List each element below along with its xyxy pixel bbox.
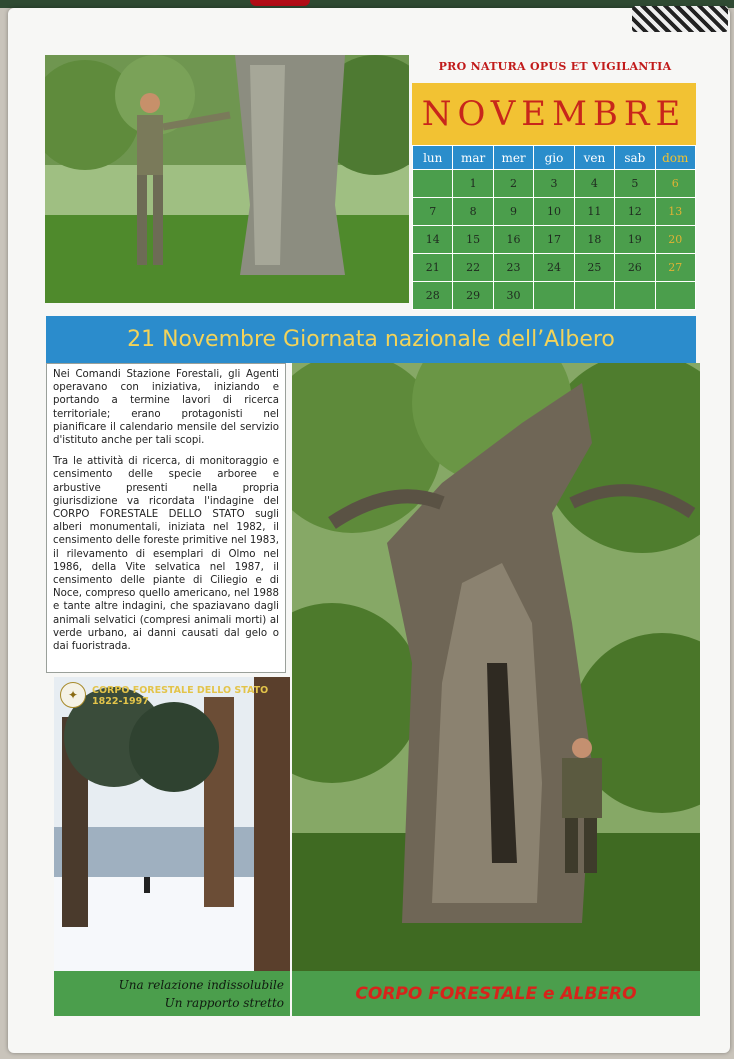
weekday-header: gio <box>534 146 574 170</box>
day-cell: 14 <box>413 226 453 254</box>
day-cell <box>574 282 614 310</box>
calendar <box>412 83 696 310</box>
caption-line: Un rapporto stretto <box>164 995 284 1010</box>
day-cell <box>534 282 574 310</box>
day-cell-sunday: 6 <box>655 170 695 198</box>
day-cell: 8 <box>453 198 493 226</box>
day-cell: 26 <box>615 254 655 282</box>
ribbon-tab <box>250 0 310 6</box>
day-cell: 10 <box>534 198 574 226</box>
day-cell: 1 <box>453 170 493 198</box>
day-cell: 11 <box>574 198 614 226</box>
month-title: NOVEMBRE <box>412 83 696 145</box>
body-text <box>46 363 286 673</box>
photo-forester-by-beech <box>45 55 409 303</box>
week-row <box>413 170 696 198</box>
weekday-header: sab <box>615 146 655 170</box>
footer-caption-left <box>54 971 290 1016</box>
corner-clip <box>632 6 728 32</box>
day-cell: 9 <box>493 198 533 226</box>
day-cell: 2 <box>493 170 533 198</box>
paragraph: Nei Comandi Stazione Forestali, gli Agenti operavano con iniziativa, iniziando e portando a termine lavori di ricerca territoriale; erano protagonisti nel pianificare il calendario mensile del servizio d'istituto anche per tali scopi. <box>53 369 279 447</box>
day-cell: 18 <box>574 226 614 254</box>
small-image-title <box>92 685 268 707</box>
day-cell: 15 <box>453 226 493 254</box>
day-cell <box>615 282 655 310</box>
weekday-header-sunday: dom <box>655 146 695 170</box>
day-cell: 19 <box>615 226 655 254</box>
day-cell: 28 <box>413 282 453 310</box>
day-cell-sunday <box>655 282 695 310</box>
day-cell <box>413 170 453 198</box>
caption-line: Una relazione indissolubile <box>118 977 284 992</box>
photo-monumental-chestnut <box>292 363 700 973</box>
weekday-header: lun <box>413 146 453 170</box>
day-cell: 22 <box>453 254 493 282</box>
day-cell: 4 <box>574 170 614 198</box>
photo-snowy-forest <box>54 677 290 972</box>
day-cell: 17 <box>534 226 574 254</box>
day-cell: 23 <box>493 254 533 282</box>
day-cell-sunday: 13 <box>655 198 695 226</box>
day-cell: 21 <box>413 254 453 282</box>
week-row <box>413 226 696 254</box>
day-cell: 12 <box>615 198 655 226</box>
weekday-header: mer <box>493 146 533 170</box>
day-cell: 16 <box>493 226 533 254</box>
day-cell: 5 <box>615 170 655 198</box>
day-cell-sunday: 20 <box>655 226 695 254</box>
day-cell: 24 <box>534 254 574 282</box>
day-cell: 29 <box>453 282 493 310</box>
week-row <box>413 254 696 282</box>
weekday-row <box>413 146 696 170</box>
day-cell: 30 <box>493 282 533 310</box>
week-row <box>413 198 696 226</box>
day-cell: 25 <box>574 254 614 282</box>
title-banner: 21 Novembre Giornata nazionale dell’Albero <box>46 316 696 363</box>
calendar-grid <box>412 145 696 310</box>
footer-caption-right: CORPO FORESTALE e ALBERO <box>292 971 700 1016</box>
weekday-header: ven <box>574 146 614 170</box>
day-cell: 7 <box>413 198 453 226</box>
small-image-title-text: CORPO FORESTALE DELLO STATO <box>92 685 269 696</box>
weekday-header: mar <box>453 146 493 170</box>
top-edge <box>0 0 734 8</box>
motto: PRO NATURA OPUS ET VIGILANTIA <box>438 60 672 73</box>
week-row <box>413 282 696 310</box>
forestry-emblem-icon: ✦ <box>60 682 86 708</box>
day-cell: 3 <box>534 170 574 198</box>
small-image-years: 1822-1997 <box>92 696 149 707</box>
paragraph: Tra le attività di ricerca, di monitoraggio e censimento delle specie arboree e arbustive presenti nella propria giurisdizione va ricordata l'indagine del CORPO FORESTALE DELLO STATO sugli alberi monumentali, iniziata nel 1982, il censimento delle foreste primitive nel 1983, il rilevamento di esemplari di Olmo nel 1986, della Vite selvatica nel 1987, il censimento delle piante di Ciliegio e di Noce, compreso quello americano, nel 1988 e tante altre indagini, che spaziavano dagli animali selvatici (compresi animali morti) al verde urbano, ai danni causati dal gelo o dai fuoristrada. <box>53 456 279 653</box>
day-cell-sunday: 27 <box>655 254 695 282</box>
